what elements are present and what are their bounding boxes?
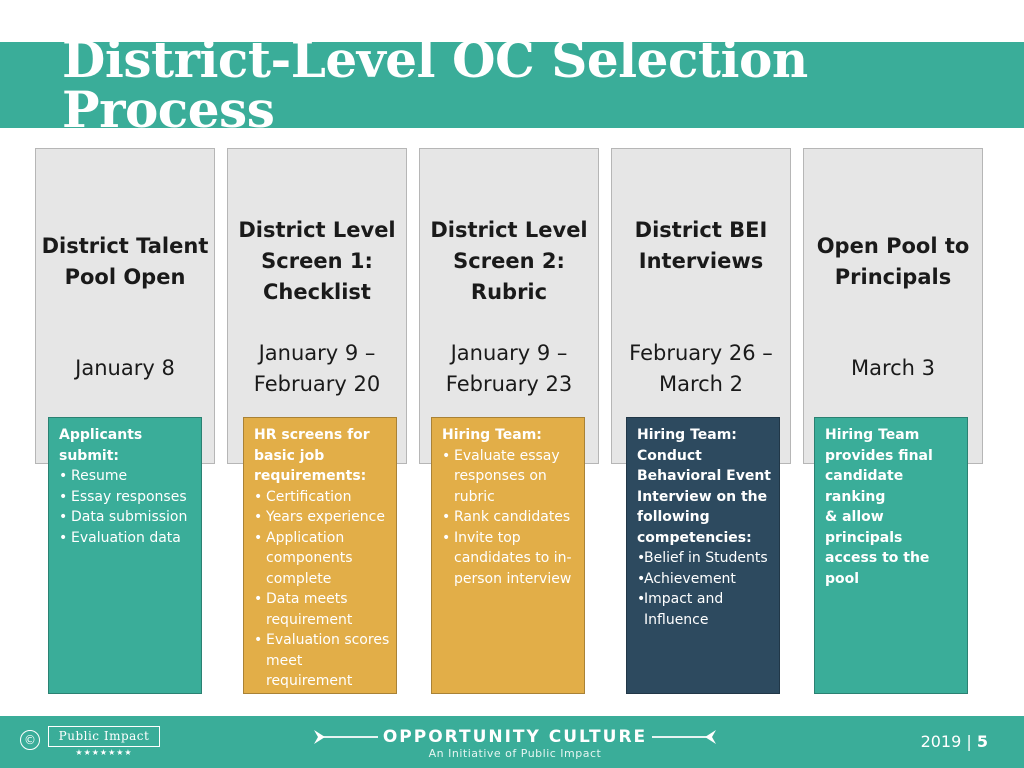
stage-title-5: Open Pool to Principals [816,234,970,289]
list-item: • Evaluation scores meet requirement [254,630,390,692]
stage-title-2: District Level Screen 1: Checklist [238,218,396,304]
public-impact-logo-text: Public Impact [48,726,160,747]
list-item: • Resume [59,466,195,487]
list-item: • Years experience [254,507,390,528]
list-item: • Achievement [637,569,773,590]
footer-bar [0,716,1024,768]
copyright-icon: © [20,730,40,750]
year-label: 2019 [920,732,962,751]
list-item: • Certification [254,487,390,508]
list-item: • Invite top candidates to in-person interview [442,528,578,590]
page-title: District-Level OC Selection Process [62,30,808,139]
detail-card-3 [431,417,585,694]
detail-card-1 [48,417,202,694]
card-heading-1: Applicants submit: [59,427,143,464]
card-heading-3: Hiring Team: [442,427,542,443]
card-list-4 [637,548,773,630]
stage-date-5: March 3 [850,356,936,380]
list-item: • Impact and Influence [637,589,773,630]
card-list-2 [254,487,390,692]
list-item: • Belief in Students [637,548,773,569]
detail-card-5 [814,417,968,694]
stage-date-2: January 9 – February 20 [253,341,381,396]
stage-date-3: January 9 – February 23 [445,341,573,396]
card-heading-5: Hiring Team provides final candidate ranking & allow principals access to the pool [825,427,933,587]
list-item: • Evaluate essay responses on rubric [442,446,578,508]
card-heading-4: Hiring Team: Conduct Behavioral Event Interview on the following competencies: [637,427,771,546]
opportunity-culture-tagline: An Initiative of Public Impact [428,747,602,760]
page-separator: | [966,732,972,751]
list-item: • Data meets requirement [254,589,390,630]
page-number: 5 [976,732,988,751]
public-impact-logo [48,726,160,760]
list-item: • Data submission [59,507,195,528]
card-list-3 [442,446,578,590]
list-item: • Essay responses [59,487,195,508]
stars-icon: ★★★★★★★ [75,748,133,757]
page-meta [921,731,988,753]
card-list-1 [59,466,195,548]
stage-title-3: District Level Screen 2: Rubric [430,218,588,304]
list-item: • Rank candidates [442,507,578,528]
detail-card-2 [243,417,397,694]
stage-date-4: February 26 – March 2 [629,341,773,396]
opportunity-culture-name: OPPORTUNITY CULTURE [382,727,648,747]
stage-title-1: District Talent Pool Open [41,234,209,289]
opportunity-culture-logo [312,726,718,764]
list-item: • Application components complete [254,528,390,590]
detail-card-4 [626,417,780,694]
card-heading-2: HR screens for basic job requirements: [254,427,370,484]
stage-date-1: January 8 [75,356,175,380]
title-bar [0,30,1024,139]
list-item: • Evaluation data [59,528,195,549]
stage-title-4: District BEI Interviews [634,218,768,273]
